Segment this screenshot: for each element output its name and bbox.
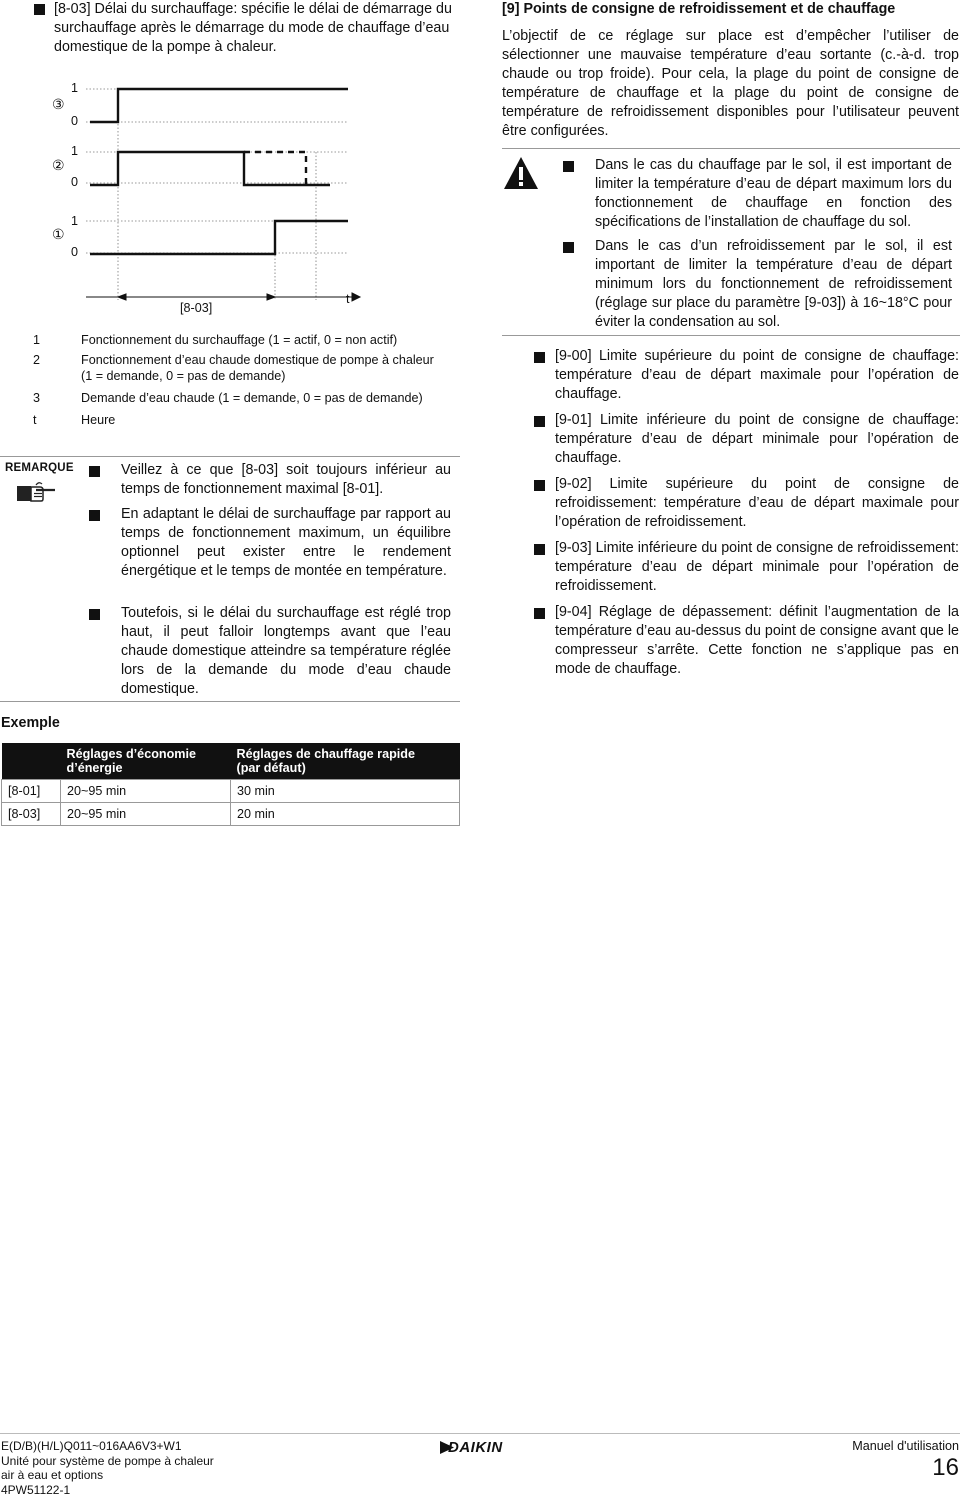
remark-label: REMARQUE — [5, 462, 74, 474]
table-cell: 30 min — [231, 780, 460, 803]
level-low-row2: 0 — [71, 175, 78, 189]
warning-bullet-2: Dans le cas d’un refroidissement par le sol, il est important de limiter la température d’eau de départ minimum lors du fonctionnement de refroidissement (réglage sur place du paramètre [9-03]) à 16~18°C pour éviter la condensation au sol. — [595, 237, 952, 332]
interval-label: [8-03] — [180, 301, 212, 315]
signal-2-dashed — [244, 152, 306, 185]
table-row — [2, 780, 460, 803]
bullet-square — [534, 608, 545, 619]
table-header-row — [2, 743, 460, 780]
table-cell: 20~95 min — [61, 780, 231, 803]
table-header-cell — [231, 743, 460, 780]
pointing-hand-icon — [16, 481, 58, 503]
setting-9-03: [9-03] Limite inférieure du point de consigne de refroidissement: température d’eau de départ minimale pour l’opération de refroidissement. — [555, 539, 959, 596]
setting-9-01: [9-01] Limite inférieure du point de consigne de chauffage: température d’eau de départ minimale pour l’opération de chauffage. — [555, 411, 959, 468]
header-line: d’énergie — [67, 761, 123, 775]
table-row — [2, 803, 460, 826]
table-header-cell — [61, 743, 231, 780]
bullet-square — [89, 609, 100, 620]
footer-model: E(D/B)(H/L)Q011~016AA6V3+W1 — [1, 1439, 214, 1454]
warning-bullet-1: Dans le cas du chauffage par le sol, il est important de limiter la température d’eau de départ maximum lors du fonctionnement de chauffage en fonction des spécifications de l’installation de chauffage du sol. — [595, 156, 952, 232]
footer-line3: air à eau et options — [1, 1468, 214, 1483]
example-table — [1, 743, 460, 826]
row-marker-3: ③ — [52, 96, 65, 112]
signal-1 — [90, 221, 348, 254]
brand-logo — [440, 1440, 520, 1456]
footer-meta — [1, 1439, 214, 1497]
header-line: Réglages d’économie — [67, 747, 196, 761]
bullet-square — [534, 416, 545, 427]
legend-key: 1 — [33, 332, 40, 348]
legend-text: Demande d’eau chaude (1 = demande, 0 = pas de demande) — [81, 390, 423, 406]
bullet-square — [89, 466, 100, 477]
footer-line2: Unité pour système de pompe à chaleur — [1, 1454, 214, 1469]
bullet-square — [34, 4, 45, 15]
legend-text: Heure — [81, 412, 115, 428]
legend-key: 2 — [33, 352, 40, 368]
footer-doc-code: 4PW51122-1 — [1, 1483, 214, 1497]
level-low-row1: 0 — [71, 245, 78, 259]
level-high-row2: 1 — [71, 144, 78, 158]
section-intro: L’objectif de ce réglage sur place est d’empêcher l’utiliser de sélectionner une mauvaise température d’eau sortante (c.-à-d. trop chaude ou trop froide). Pour cela, la plage du point de consigne de température de chauffage et la plage du point de consigne de température de refroidissement disponibles pour l’utilisateur peuvent être configurées. — [502, 27, 959, 141]
legend-text: (1 = demande, 0 = pas de demande) — [81, 368, 285, 384]
row-marker-1: ① — [52, 226, 65, 242]
remark-bottom-rule — [0, 701, 460, 702]
legend-text: Fonctionnement du surchauffage (1 = actif, 0 = non actif) — [81, 332, 397, 348]
remark-bullet-3: Toutefois, si le délai du surchauffage est réglé trop haut, il peut falloir longtemps avant que l’eau chaude domestique atteindre sa température réglée lors de la demande du mode d’eau chaude domestique. — [121, 604, 451, 699]
row-marker-2: ② — [52, 157, 65, 173]
level-high-row1: 1 — [71, 214, 78, 228]
legend-key: 3 — [33, 390, 40, 406]
setting-9-04: [9-04] Réglage de dépassement: définit l’augmentation de la température d’eau au-dessus du point de consigne avant que le compresseur s’arrête. Cette fonction ne s’applique pas en mode de chauffage. — [555, 603, 959, 679]
intro-bullet-text: [8-03] Délai du surchauffage: spécifie le délai de démarrage du surchauffage après le démarrage du mode de chauffage d’eau domestique de la pompe à chaleur. — [54, 0, 460, 57]
remark-top-rule — [0, 456, 460, 457]
remark-bullet-1: Veillez à ce que [8-03] soit toujours inférieur au temps de fonctionnement maximal [8-01]. — [121, 461, 451, 499]
remark-bullet-2: En adaptant le délai de surchauffage par rapport au temps de fonctionnement maximum, un équilibre optionnel peut exister entre le rendement énergétique et le temps de montée en température. — [121, 505, 451, 581]
bullet-square — [534, 544, 545, 555]
example-title: Exemple — [1, 715, 60, 731]
signal-2 — [90, 152, 330, 185]
setting-9-02: [9-02] Limite supérieure du point de consigne de refroidissement: température d’eau de départ maximale pour l’opération de refroidissement. — [555, 475, 959, 532]
legend-text: Fonctionnement d’eau chaude domestique de pompe à chaleur — [81, 352, 434, 368]
setting-9-00: [9-00] Limite supérieure du point de consigne de chauffage: température d’eau de départ maximale pour l’opération de chauffage. — [555, 347, 959, 404]
bullet-square — [563, 242, 574, 253]
page-number: 16 — [932, 1454, 959, 1482]
table-cell: 20 min — [231, 803, 460, 826]
section-heading: [9] Points de consigne de refroidissement et de chauffage — [502, 0, 960, 19]
time-axis-label: t — [346, 292, 350, 306]
legend-key: t — [33, 412, 37, 428]
bullet-square — [563, 161, 574, 172]
timing-diagram — [30, 70, 370, 320]
header-line: Réglages de chauffage rapide — [237, 747, 415, 761]
table-header-cell — [2, 743, 61, 780]
level-low-row3: 0 — [71, 114, 78, 128]
warning-bottom-rule — [502, 335, 960, 336]
table-cell: [8-01] — [2, 780, 61, 803]
signal-3 — [90, 89, 348, 122]
bullet-square — [534, 352, 545, 363]
warning-triangle-icon — [503, 156, 539, 190]
brand-name: DAIKIN — [448, 1439, 503, 1456]
warning-top-rule — [502, 148, 960, 149]
footer-rule — [0, 1433, 960, 1434]
table-cell: [8-03] — [2, 803, 61, 826]
table-cell: 20~95 min — [61, 803, 231, 826]
bullet-square — [89, 510, 100, 521]
bullet-square — [534, 480, 545, 491]
header-line: (par défaut) — [237, 761, 306, 775]
footer-manual: Manuel d'utilisation — [852, 1439, 959, 1453]
level-high-row3: 1 — [71, 81, 78, 95]
